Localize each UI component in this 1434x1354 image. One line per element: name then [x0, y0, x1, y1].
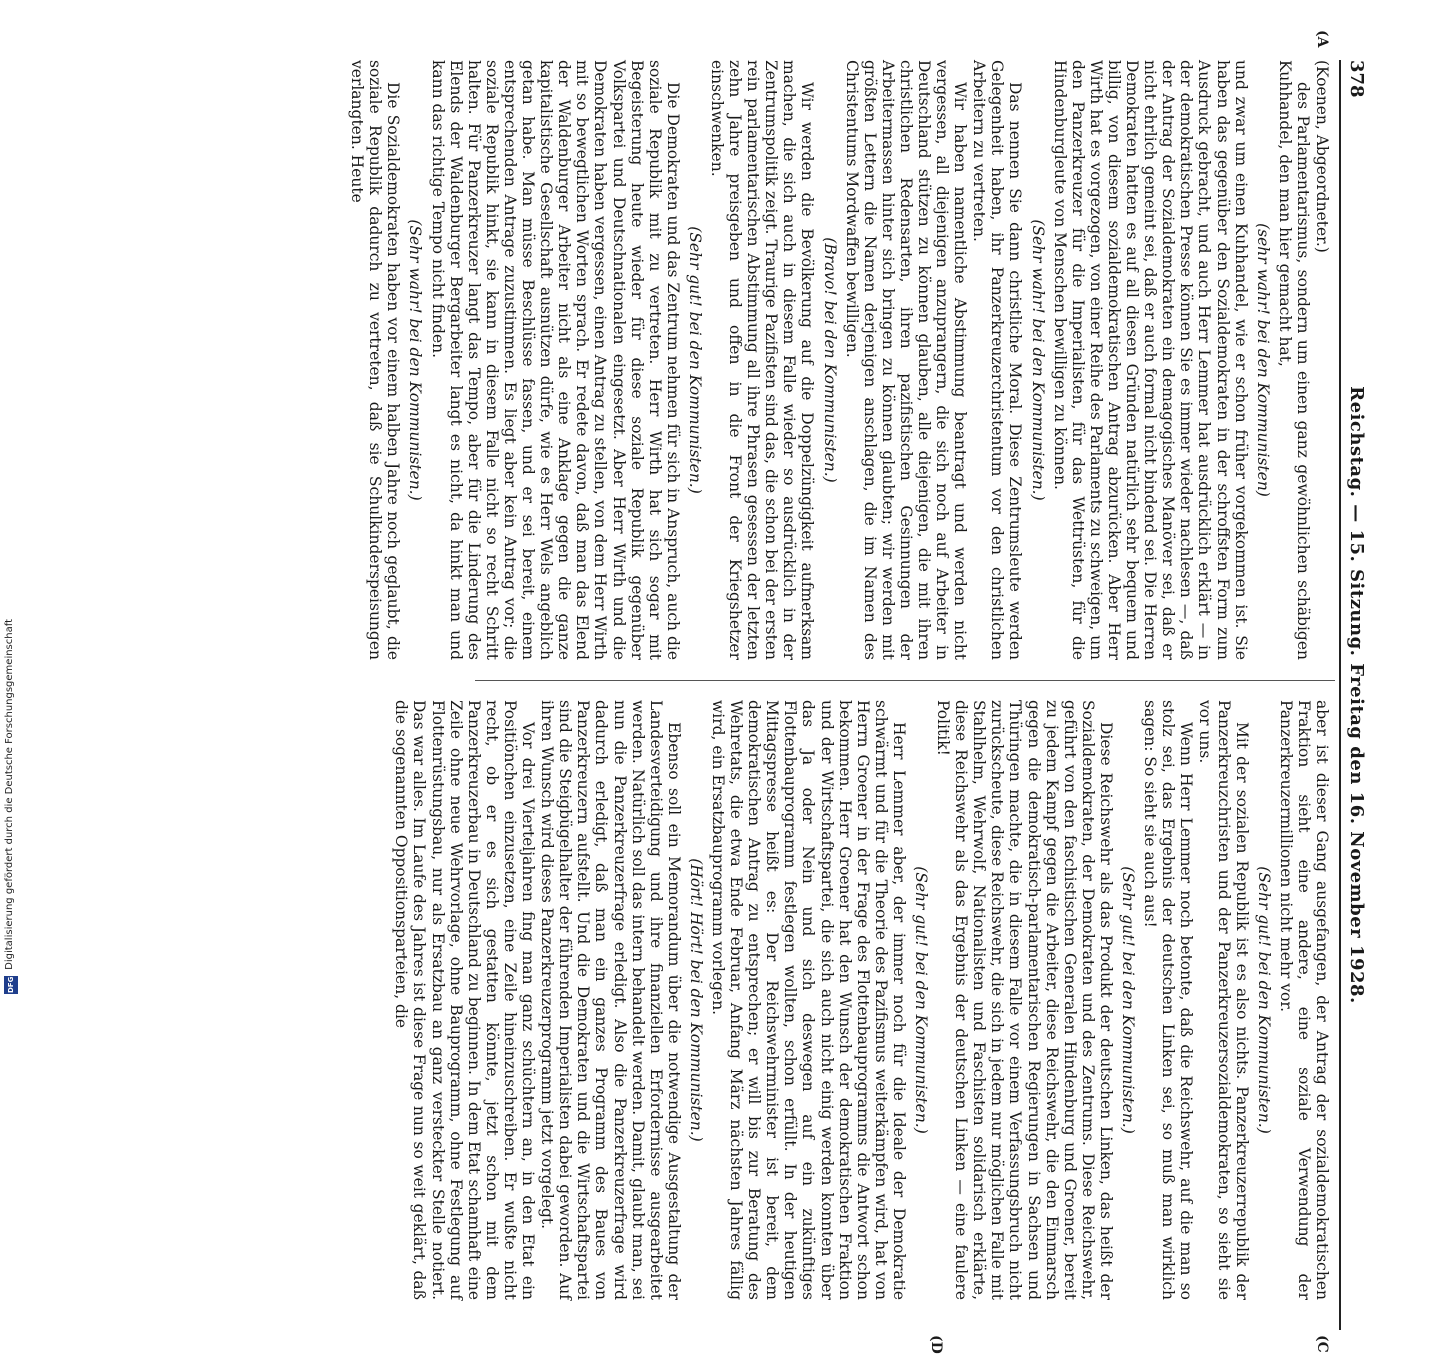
page-number: 378: [1346, 60, 1367, 98]
rotated-page-content: [95, 30, 1367, 1354]
paragraph: Mit der sozialen Republik ist es also nichts. Panzerkreuzerrepublik der Panzerkreuzchristen und der Panzerkreuzersozialdemokraten, so sieht sie vor uns.: [1196, 700, 1251, 1300]
paragraph: (Koenen, Abgeordneter.): [1313, 60, 1331, 253]
interjection: (Sehr gut! bei den Kommunisten.): [1119, 866, 1138, 1134]
paragraph: Ebenso soll ein Memorandum über die notwendige Ausgestaltung der Landesverteidigung und ihre finanziellen Erfordernisse ausgearbeitet werden. Natürlich soll das intern behandelt werden. Damit, glaubt man, sei nun die Panzerkreuzerfrage erledigt. Also die Panzerkreuzerfrage wird dadurch erledigt, daß man ein ganzes Programm des Baues von Panzerkreuzern aufstellt. Und die Demokraten und die Wirtschaftspartei sind die Steigbügelhalter der führenden Imperialisten dabei geworden. Auf ihren Wunsch wird dieses Panzerkreuzerprogramm jetzt vorgelegt.: [538, 700, 683, 1300]
funding-text: Digitalisierung gefördert durch die Deutsche Forschungsgemeinschaft: [4, 619, 15, 970]
paragraph: Wenn Herr Lemmer noch betonte, daß die Reichswehr, auf die man so stolz sei, das Ergebnis der deutschen Linken sei, so muß man wirklich sagen: So sieht sie auch aus!: [1141, 700, 1196, 1300]
interjection: (Sehr wahr! bei den Kommunisten.): [1028, 219, 1047, 501]
interjection: (Sehr wahr! bei den Kommunisten.): [406, 219, 425, 501]
interjection: (Hört! Hört! bei den Kommunisten.): [686, 858, 705, 1142]
interjection: (Sehr gut! bei den Kommunisten.): [1254, 866, 1273, 1134]
page-title: Reichstag. — 15. Sitzung. Freitag den 16. November 1928.: [1346, 386, 1367, 1004]
right-column: [391, 700, 1331, 1300]
paragraph: Das nennen Sie dann christliche Moral. Diese Zentrumsleute werden Gelegenheit haben, ihr Panzerkreuzerchristentum vor den christlichen Arbeitern zu vertreten.: [970, 60, 1025, 660]
column-divider: [475, 680, 1335, 681]
paragraph: Wir werden die Bevölkerung auf die Doppelzüngigkeit aufmerksam machen, die sich auch in diesem Falle wieder so ausdrücklich in der Zentrumspolitik zeigt. Traurige Pazifisten sind das, die schon bei der ersten rein parlamentarischen Abstimmung all ihre Phrasen gesessen der letzten zehn Jahre preisgeben und offen in die Front der Kriegshetzer einschwenken.: [708, 60, 817, 660]
paragraph: Wir haben namentliche Abstimmung beantragt und werden nicht vergessen, all diejenigen anzuprangern, die sich noch auf Arbeiter in Deutschland stützen zu können glauben, alle diejenigen, die mit ihren christlichen Redensarten, ihren pazifistischen Gesinnungen der Arbeitermassen hinter sich bringen zu können glaubten; wir werden mit größten Lettern die Namen derjenigen anschlagen, die im Namen des Christentums Mordwaffen bewilligen.: [842, 60, 970, 660]
interjection: (sehr wahr! bei den Kommunisten): [1253, 223, 1272, 497]
dfg-logo: DFG: [4, 976, 18, 994]
paragraph: aber ist dieser Gang ausgefangen, der Antrag der sozialdemokratischen Fraktion sieht eine andere, eine soziale Verwendung der Panzerkreuzermillionen nicht mehr vor.: [1276, 700, 1331, 1300]
margin-marker-c: (C: [1314, 1335, 1330, 1353]
interjection: (Bravo! bei den Kommunisten.): [820, 237, 839, 483]
interjection: (Sehr gut! bei den Kommunisten.): [685, 226, 704, 494]
interjection: (Sehr gut! bei den Kommunisten.): [912, 866, 931, 1134]
paragraph: Diese Reichswehr als das Produkt der deutschen Linken, das heißt der Sozialdemokraten, der Demokraten und des Zentrums. Diese Reichswehr, geführt von den faschistischen Generalen Hindenburg und Groener, bereit zu jedem Kampf gegen die Arbeiter, diese Reichswehr, die den Einmarsch gegen die demokratisch-parlamentarischen Regierungen in Sachsen und Thüringen machte, die in diesem Falle vor einem Verfassungsbruch nicht zurückscheute, diese Reichswehr, die sich in jedem nur möglichen Falle mit Stahlhelm, Wehrwolf, Nationalisten und Faschisten solidarisch erklärte, diese Reichswehr als das Ergebnis der deutschen Linken — eine faulere Politik!: [934, 700, 1115, 1300]
paragraph: des Parlamentarismus, sondern um einen ganz gewöhnlichen schäbigen Kuhhandel, den man hier gemacht hat,: [1275, 60, 1312, 660]
margin-marker-a: (A: [1314, 30, 1330, 48]
paragraph: Die Demokraten und das Zentrum nehmen für sich in Anspruch, auch die soziale Republik mit zu vertreten. Herr Wirth hat sich sogar mit Begeisterung heute wieder für diese soziale Republik gegenüber Volkspartei und Deutschnationalen eingesetzt. Aber Herr Wirth und die Demokraten haben vergessen, einen Antrag zu stellen, von dem Herr Wirth mit so bewegtlichen Worten sprach. Er redete davon, daß man das Elend der Waldenburger Arbeiter nicht als eine Anklage gegen die ganze kapitalistische Gesellschaft ausnützen dürfe, wie es Herr Wels angeblich getan habe. Man müsse Beschlüsse fassen, und er sei bereit, einem entsprechenden Antrage zuzustimmen. Es liegt aber kein Antrag vor; die soziale Republik hinkt, sie kann in diesem Falle nicht so recht Schritt halten. Für Panzerkreuzer langt das Tempo, aber für die Linderung des Elends der Waldenburger Bergarbeiter langt es nicht, da hinkt man und kann das richtige Tempo nicht finden.: [428, 60, 682, 660]
page-header: [1339, 60, 1365, 1330]
margin-marker-d: (D: [928, 1335, 944, 1354]
paragraph: und zwar um einen Kuhhandel, wie er schon früher vorgekommen ist. Sie haben das gegenüber den Sozialdemokraten in der schroffsten Form zum Ausdruck gebracht, und auch Herr Lemmer hat ausdrücklich erklärt — in der demokratischen Presse können Sie es immer wieder nachlesen —, daß der Antrag der Sozialdemokraten ein demagogisches Manöver sei, daß er nicht ehrlich gemeint sei, daß er auch formal nicht bindend sei. Die Herren Demokraten hatten es auf all diesen Gründen natürlich sehr bequem und billig, von diesem sozialdemokratischen Antrag abzurücken. Aber Herr Wirth hat es vorgezogen, von einer Reihe des Parlaments zu schweigen, um den Panzerkreuzer für die Imperialisten, für das Wettrüsten, für die Hindenburgleute von Menschen bewilligen zu können.: [1050, 60, 1250, 660]
paragraph: Herr Lemmer aber, der immer noch für die Ideale der Demokratie schwärmt und für die Theorie des Pazifismus weiterkämpfen wird, hat von Herrn Groener in der Frage des Flottenbauprogramms die Antwort schon bekommen. Herr Groener hat den Wunsch der demokratischen Fraktion und der Wirtschaftspartei, die sich auch nicht einig werden konnten über das Ja oder Nein und sich deswegen auf ein zukünftiges Flottenbauprogramm festlegen wollten, schon erfüllt. In der heutigen Mittagspresse heißt es: Der Reichswehrminister ist bereit, dem demokratischen Antrag zu entsprechen; er will bis zur Beratung des Wehretats, die etwa Ende Februar, Anfang März nächsten Jahres fällig wird, ein Ersatzbauprogramm vorlegen.: [709, 700, 908, 1300]
funding-note: [4, 180, 18, 1000]
paragraph: Die Sozialdemokraten haben vor einem halben Jahre noch geglaubt, die soziale Republik dadurch zu vertreten, daß sie Schulkinderspeisungen verlangten. Heute: [348, 60, 403, 660]
paragraph: Vor drei Vierteljahren fing man ganz schüchtern an, in den Etat ein Positiönchen einzusetzen, eine Zeile hineinzuschreiben. Er wußte nicht recht, ob er es sich gestatten könnte, jetzt schon mit dem Panzerkreuzerbau in Deutschland zu beginnen. In dem Etat schamhaft eine Zeile ohne neue Wehrvorlage, ohne Bauprogramm, ohne Festlegung auf Flottenrüstungsbau, nur als Ersatzbau an ganz versteckter Stelle notiert. Das war alles. Im Laufe des Jahres ist diese Frage nun so weit geklärt, daß die sogenannten Oppositionsparteien, die: [392, 700, 538, 1300]
left-column: [347, 60, 1331, 660]
